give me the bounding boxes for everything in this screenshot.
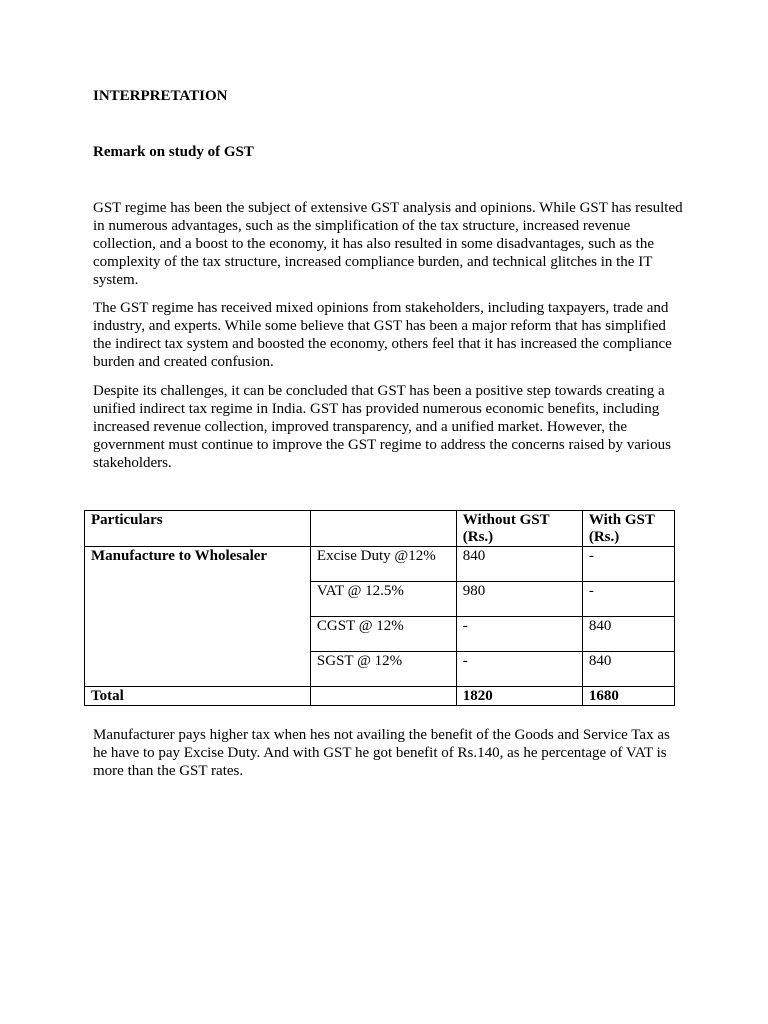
- paragraph-3: Despite its challenges, it can be concluded that GST has been a positive step towards creating a unified indirect tax regime in India. GST has provided numerous economic benefits, including increased revenue collection, improved transparency, and a unified market. However, the government must continue to improve the GST regime to address the concerns raised by various stakeholders.: [93, 383, 671, 471]
- without-gst-cell: -: [456, 617, 582, 652]
- total-with-gst: 1680: [582, 687, 674, 706]
- tax-type-cell: VAT @ 12.5%: [310, 582, 456, 617]
- with-gst-cell: -: [582, 582, 674, 617]
- subsection-heading: Remark on study of GST: [93, 144, 254, 160]
- group-label-cell: Manufacture to Wholesaler: [85, 547, 311, 687]
- conclusion-paragraph: Manufacturer pays higher tax when hes not availing the benefit of the Goods and Service Tax as he have to pay Excise Duty. And with GST he got benefit of Rs.140, as he percentage of VAT is more than the GST rates.: [93, 727, 670, 779]
- total-label: Total: [85, 687, 311, 706]
- header-without-gst: Without GST (Rs.): [456, 511, 582, 547]
- tax-type-cell: CGST @ 12%: [310, 617, 456, 652]
- gst-comparison-table: [84, 510, 675, 706]
- header-blank: [310, 511, 456, 547]
- tax-type-cell: SGST @ 12%: [310, 652, 456, 687]
- paragraph-2: The GST regime has received mixed opinions from stakeholders, including taxpayers, trade and industry, and experts. While some believe that GST has been a major reform that has simplified the indirect tax system and boosted the economy, others feel that it has increased the compliance burden and created confusion.: [93, 300, 672, 370]
- without-gst-cell: -: [456, 652, 582, 687]
- table-row: [85, 547, 675, 582]
- header-particulars: Particulars: [85, 511, 311, 547]
- paragraph-1: GST regime has been the subject of extensive GST analysis and opinions. While GST has resulted in numerous advantages, such as the simplification of the tax structure, increased revenue collection, and a boost to the economy, it has also resulted in some disadvantages, such as the complexity of the tax structure, increased compliance burden, and technical glitches in the IT system.: [93, 200, 683, 288]
- without-gst-cell: 980: [456, 582, 582, 617]
- total-without-gst: 1820: [456, 687, 582, 706]
- with-gst-cell: 840: [582, 617, 674, 652]
- header-with-gst: With GST (Rs.): [582, 511, 674, 547]
- tax-type-cell: Excise Duty @12%: [310, 547, 456, 582]
- total-blank: [310, 687, 456, 706]
- table-header-row: [85, 511, 675, 547]
- with-gst-cell: -: [582, 547, 674, 582]
- table-total-row: [85, 687, 675, 706]
- with-gst-cell: 840: [582, 652, 674, 687]
- section-heading: INTERPRETATION: [93, 88, 228, 104]
- without-gst-cell: 840: [456, 547, 582, 582]
